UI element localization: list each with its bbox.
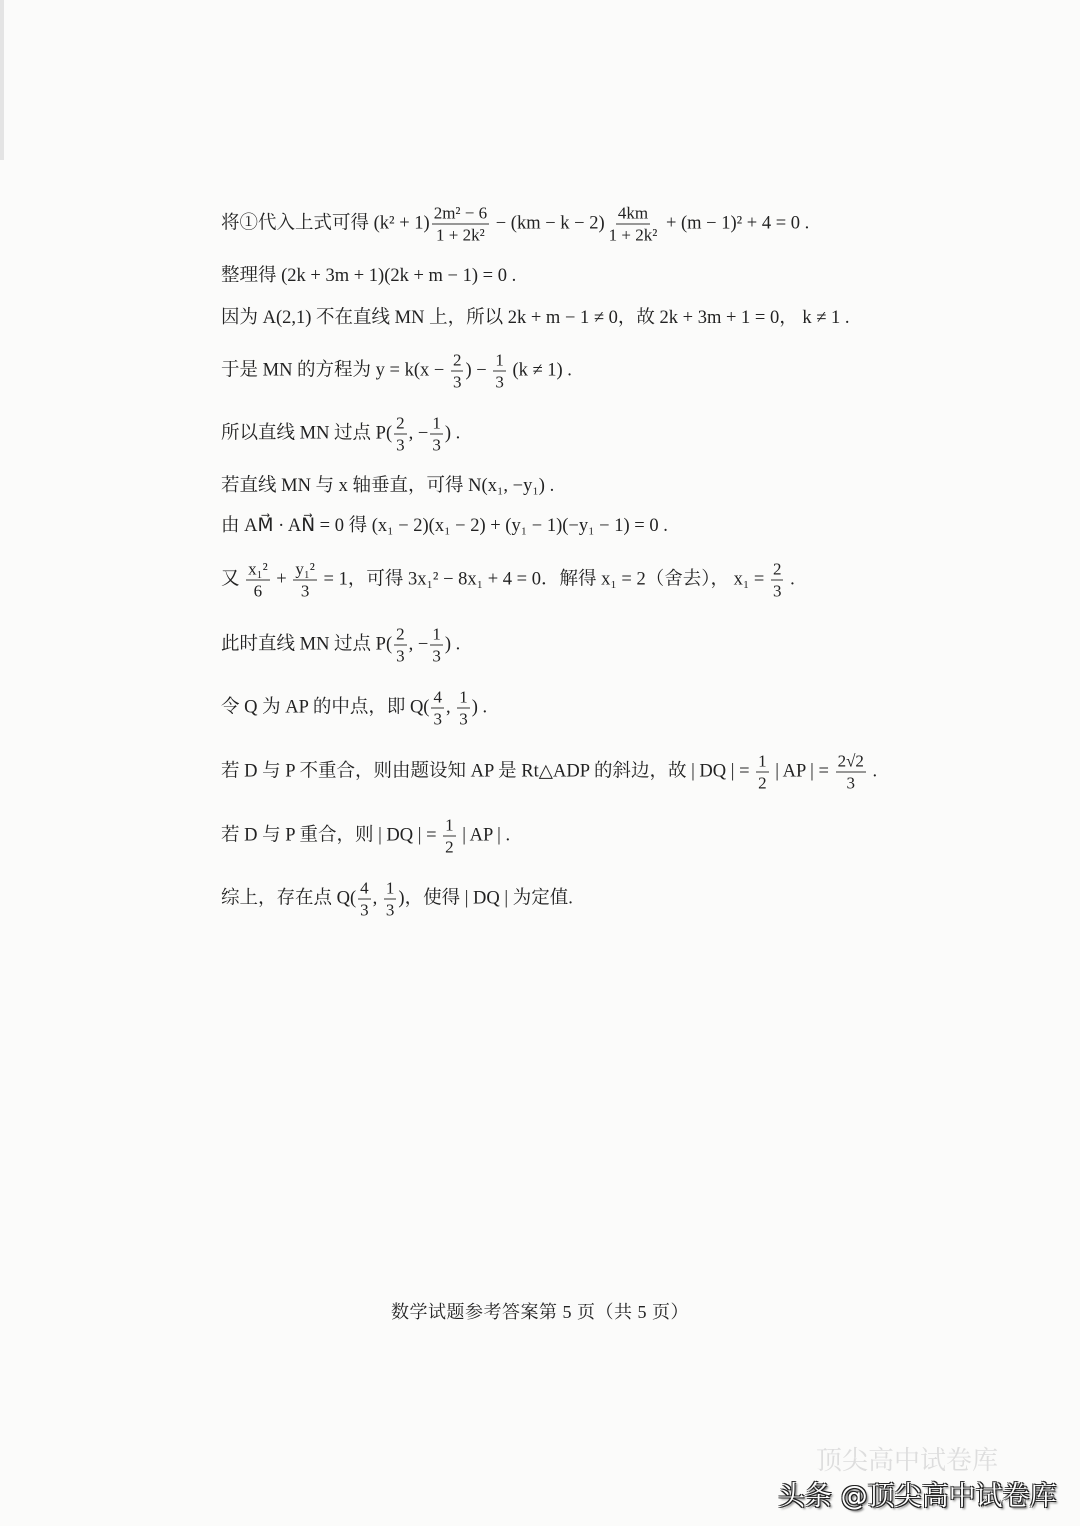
math-text: 此时直线 MN 过点 P( bbox=[221, 634, 393, 655]
fraction bbox=[457, 689, 470, 728]
math-text: ) . bbox=[444, 423, 461, 444]
fraction bbox=[493, 352, 506, 391]
math-text: 若 D 与 P 重合，则 | DQ | = bbox=[221, 825, 442, 846]
fraction-denominator: 3 bbox=[772, 581, 782, 601]
math-text: = 1，可得 3x₁² − 8x₁ + 4 = 0．解得 x₁ = 2（舍去）， x₁ = bbox=[318, 569, 769, 590]
fraction-numerator: 2 bbox=[396, 624, 405, 644]
fraction-denominator: 2 bbox=[445, 837, 454, 857]
fraction-numerator: 1 bbox=[758, 751, 767, 771]
fraction-denominator: 3 bbox=[432, 435, 441, 455]
math-text: 由 AM⃗ · AN⃗ = 0 得 (x₁ − 2)(x₁ − 2) + (y₁ − 1)(−y₁ − 1) = 0 . bbox=[221, 515, 668, 536]
solution-line bbox=[221, 817, 510, 856]
fraction-denominator: 3 bbox=[846, 773, 855, 793]
fraction bbox=[836, 753, 866, 792]
fraction-numerator: 1 bbox=[445, 815, 454, 835]
fraction-numerator: 2 bbox=[452, 350, 462, 370]
fraction-denominator: 3 bbox=[300, 581, 310, 601]
math-text: )，使得 | DQ | 为定值. bbox=[398, 888, 573, 909]
math-text: ) − bbox=[465, 360, 492, 381]
solution-line bbox=[221, 205, 809, 244]
solution-line bbox=[221, 753, 877, 792]
math-text: (k ≠ 1) . bbox=[507, 360, 572, 381]
fraction-denominator: 3 bbox=[360, 900, 369, 920]
fraction-denominator: 3 bbox=[459, 709, 468, 729]
fraction-numerator: 1 bbox=[495, 350, 504, 370]
fraction-numerator: 2 bbox=[396, 413, 405, 433]
fraction bbox=[394, 626, 407, 665]
fraction-denominator: 3 bbox=[495, 372, 504, 392]
math-text: , − bbox=[408, 423, 429, 444]
fraction-denominator: 3 bbox=[452, 372, 462, 392]
fraction bbox=[432, 205, 489, 244]
fraction-numerator: 1 bbox=[432, 413, 441, 433]
fraction bbox=[430, 626, 443, 665]
math-text: − (km − k − 2) bbox=[491, 213, 605, 234]
solution-line bbox=[221, 561, 795, 600]
solution-line bbox=[221, 352, 572, 391]
fraction bbox=[246, 561, 270, 600]
fraction-denominator: 1 + 2k² bbox=[608, 225, 658, 245]
math-text: , bbox=[445, 697, 456, 718]
fraction-numerator: 4km bbox=[617, 203, 649, 223]
solution-line bbox=[221, 517, 668, 536]
fraction-numerator: 4 bbox=[433, 687, 442, 707]
scan-edge bbox=[0, 0, 4, 160]
math-text: ) . bbox=[471, 697, 488, 718]
fraction bbox=[451, 352, 464, 391]
watermark: 头条 @顶尖高中试卷库 bbox=[778, 1481, 1057, 1512]
fraction-numerator: 2√2 bbox=[837, 751, 864, 771]
page-footer: 数学试题参考答案第 5 页（共 5 页） bbox=[391, 1302, 689, 1322]
math-text: 又 bbox=[221, 569, 245, 590]
fraction-numerator: 2m² − 6 bbox=[433, 203, 488, 223]
math-text: 于是 MN 的方程为 y = k(x − bbox=[221, 360, 449, 381]
fraction-denominator: 1 + 2k² bbox=[436, 225, 485, 245]
fraction bbox=[756, 753, 769, 792]
math-text: , − bbox=[408, 634, 429, 655]
math-text: 整理得 (2k + 3m + 1)(2k + m − 1) = 0 . bbox=[221, 265, 517, 286]
fraction-denominator: 3 bbox=[396, 646, 405, 666]
fraction-denominator: 3 bbox=[385, 900, 395, 920]
math-text: 综上，存在点 Q( bbox=[221, 888, 357, 909]
math-text: | AP | = bbox=[770, 761, 834, 782]
math-text: + bbox=[271, 569, 292, 590]
math-text: | AP | . bbox=[457, 825, 511, 846]
solution-line bbox=[221, 880, 573, 919]
math-text: 若直线 MN 与 x 轴垂直，可得 N(x₁, −y₁) . bbox=[221, 475, 555, 496]
fraction bbox=[431, 689, 444, 728]
solution-line bbox=[221, 626, 460, 665]
fraction bbox=[430, 415, 443, 454]
math-text: + (m − 1)² + 4 = 0 . bbox=[661, 213, 810, 234]
fraction bbox=[607, 205, 660, 244]
math-text: ) . bbox=[444, 634, 461, 655]
fraction bbox=[293, 561, 317, 600]
fraction-denominator: 6 bbox=[253, 581, 263, 601]
math-text: 若 D 与 P 不重合，则由题设知 AP 是 Rt△ADP 的斜边，故 | DQ | = bbox=[221, 761, 755, 782]
math-text: 所以直线 MN 过点 P( bbox=[221, 423, 393, 444]
fraction-numerator: 2 bbox=[772, 559, 782, 579]
fraction-numerator: 1 bbox=[385, 878, 395, 898]
fraction-denominator: 2 bbox=[758, 773, 767, 793]
fraction bbox=[771, 561, 784, 600]
solution-line bbox=[221, 267, 516, 286]
math-text: . bbox=[785, 569, 795, 590]
solution-line bbox=[221, 309, 850, 328]
solution-line bbox=[221, 415, 460, 454]
fraction-numerator: y₁² bbox=[295, 559, 315, 579]
math-text: . bbox=[867, 761, 878, 782]
fraction bbox=[394, 415, 407, 454]
fraction-numerator: x₁² bbox=[248, 559, 268, 579]
math-text: 因为 A(2,1) 不在直线 MN 上，所以 2k + m − 1 ≠ 0，故 2k + 3m + 1 = 0， k ≠ 1 . bbox=[221, 307, 850, 328]
watermark-ghost: 顶尖高中试卷库 bbox=[816, 1446, 999, 1476]
fraction-denominator: 3 bbox=[396, 435, 405, 455]
math-text: 将①代入上式可得 (k² + 1) bbox=[221, 213, 430, 234]
fraction-numerator: 1 bbox=[459, 687, 468, 707]
fraction-numerator: 4 bbox=[360, 878, 369, 898]
math-text: 令 Q 为 AP 的中点，即 Q( bbox=[221, 697, 430, 718]
fraction-denominator: 3 bbox=[433, 709, 442, 729]
fraction bbox=[358, 880, 371, 919]
solution-line bbox=[221, 689, 487, 728]
fraction-denominator: 3 bbox=[432, 646, 441, 666]
fraction bbox=[443, 817, 456, 856]
math-text: , bbox=[372, 888, 382, 909]
fraction bbox=[384, 880, 397, 919]
fraction-numerator: 1 bbox=[432, 624, 441, 644]
solution-line bbox=[221, 477, 554, 496]
